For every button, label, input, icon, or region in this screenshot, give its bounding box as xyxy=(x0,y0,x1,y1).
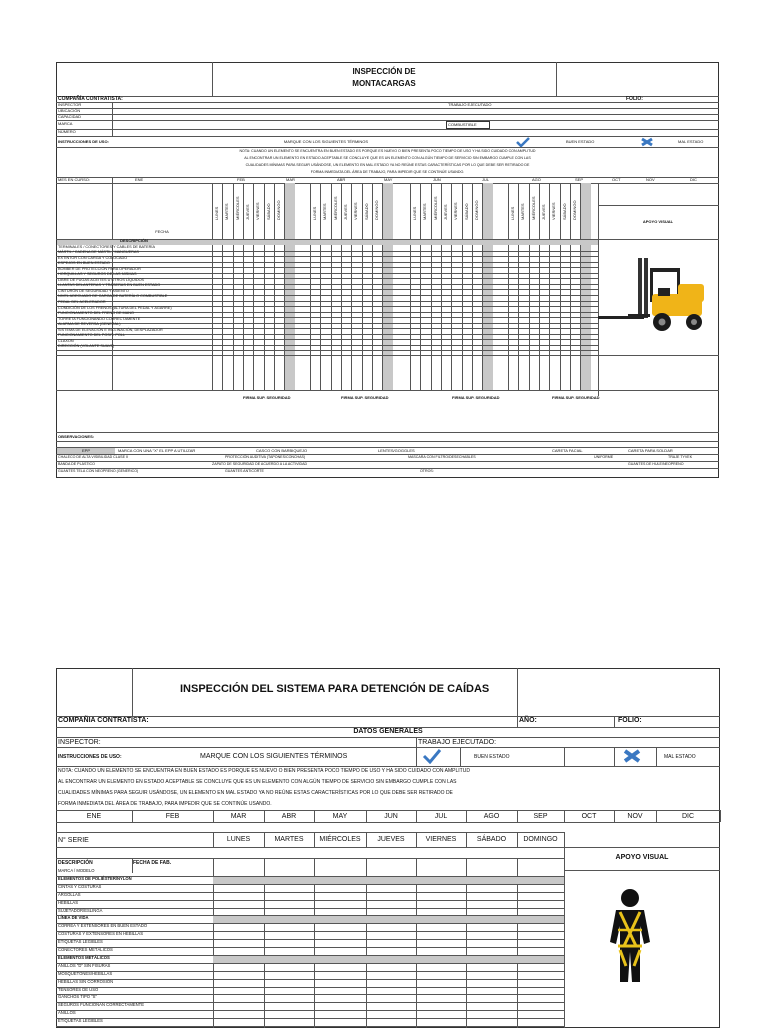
form1-title-line2: MONTACARGAS xyxy=(352,79,416,88)
day-label-2-4: VIERNES xyxy=(453,202,459,220)
block-separator xyxy=(483,183,493,390)
grid-line xyxy=(56,979,564,980)
note-line-4: FORMA INMEDIATA DEL ÁREA DE TRABAJO, PARA IMPEDIR QUE SE CONTINÚE USANDO. xyxy=(310,170,465,174)
firma-sup-3: FIRMA SUP. SEGURIDAD xyxy=(452,395,500,400)
grid-line xyxy=(56,334,598,335)
forklift-image xyxy=(598,254,710,336)
item-row: PEDAL DEL ACELERADOR xyxy=(58,300,106,304)
harness-image xyxy=(590,886,670,986)
day-label-3-5: SÁBADO xyxy=(561,203,567,220)
mark-terms-label: MARQUE CON LOS SIGUIENTES TÉRMINOS xyxy=(283,139,369,144)
grid-line xyxy=(564,847,565,1028)
form1-title-line1: INSPECCIÓN DE xyxy=(352,67,416,76)
grid-line xyxy=(56,1018,564,1019)
form2-month-oct: OCT xyxy=(581,813,597,820)
form2-item-row: CINTAS Y COSTURAS xyxy=(58,883,102,889)
epp-chaleco: CHALECO DE ALTA VISIBILIDAD CLASE II xyxy=(58,455,128,459)
grid-line xyxy=(233,183,234,390)
note-line-3: CUALIDADES MÍNIMAS PARA SEGUIR USÁNDOSE, UN ELEMENTO EN MAL ESTADO YA NO REÚNE ESTAS CARACTERÍSTICAS POR LO QUE DEBE SER RETIRADO DE xyxy=(245,163,530,167)
form2-serie-label: N° SERIE xyxy=(58,837,89,844)
form2-month-jun: JUN xyxy=(384,813,398,820)
day-label-3-1: MARTES xyxy=(520,203,526,220)
inspector-label: INSPECTOR xyxy=(58,102,82,107)
block-separator xyxy=(383,183,393,390)
grid-line xyxy=(212,183,213,390)
block-separator xyxy=(285,183,295,390)
grid-line xyxy=(598,205,719,206)
grid-line xyxy=(56,289,598,290)
checkmark-icon xyxy=(516,137,530,147)
month-oct: OCT xyxy=(612,177,621,182)
form2-item-row: TENSORES DE USO xyxy=(58,986,99,992)
month-abr: ABR xyxy=(337,177,346,182)
item-row: NIVEL ADECUADO DE CARGA DE BATERÍA O COMBUSTIBLE xyxy=(58,294,168,299)
grid-line xyxy=(564,832,565,847)
form2-note-line-1: NOTA: CUANDO UN ELEMENTO SE ENCUENTRA EN BUEN ESTADO ES PORQUE ES NUEVO O BIEN PRESENTA POCO TIEMPO DE USO Y HA SIDO CUIDADO CON AMPLITUD xyxy=(58,768,470,774)
firma-sup-2: FIRMA SUP. SEGURIDAD xyxy=(341,395,389,400)
form2-work-label: TRABAJO EJECUTADO: xyxy=(418,739,497,746)
grid-line xyxy=(243,183,244,390)
form2-bad-state-label: MAL ESTADO xyxy=(664,754,696,760)
form2-instructions-label: INSTRUCCIONES DE USO: xyxy=(58,754,122,760)
instructions-label: INSTRUCCIONES DE USO: xyxy=(58,139,109,144)
form2-month-ago: AGO xyxy=(483,813,500,820)
block-separator xyxy=(581,183,591,390)
day-label-1-0: LUNES xyxy=(312,206,317,220)
form2-month-mar: MAR xyxy=(230,813,247,820)
month-may: MAY xyxy=(384,177,393,182)
item-row: SISTEMA DE ELEVACIÓN E INCLINACIÓN, DESPLAZADOR xyxy=(58,327,163,332)
day-label-1-6: DOMINGO xyxy=(373,200,379,220)
section-fill xyxy=(213,877,564,884)
form2-item-row: SEGUROS FUNCIONAN CORRECTAMENTE xyxy=(58,1002,145,1008)
item-row: BOMBER DE PROTECCIÓN PARA OPERADOR xyxy=(58,266,141,271)
form2-item-row: ANILLOS "D" SIN FISURAS xyxy=(58,962,111,968)
grid-line xyxy=(56,994,564,995)
form2-company-label: COMPAÑIA CONTRATISTA: xyxy=(58,717,149,724)
form2-good-state-label: BUEN ESTADO xyxy=(474,754,510,760)
item-row: FUNCIONAMIENTO DEL POSIT- POLL xyxy=(58,333,126,338)
grid-line xyxy=(508,183,509,390)
form2-item-row: ETIQUETAS LEGIBLES xyxy=(58,939,103,945)
form2-item-row: MARCA / MODELO xyxy=(58,868,95,873)
epp-guantes-anticorte: GUANTES ANTICORTE xyxy=(225,469,264,473)
day-label-2-5: SÁBADO xyxy=(463,203,469,220)
note-line-2: AL ENCONTRAR UN ELEMENTO EN ESTADO ACEPTABLE SE CONCLUYE QUE ES UN ELEMENTO CON ALGÚN TIEMPO DE SERVICIO SIN EMBARGO CUMPLE CON LAS xyxy=(244,156,531,160)
item-row: TERMINALES / CONECTORES Y CABLES DE BATERÍA xyxy=(58,244,155,249)
month-ene: ENE xyxy=(135,177,144,182)
form2-note-line-4: FORMA INMEDIATA DEL ÁREA DE TRABAJO, PARA IMPEDIR QUE SE CONTINÚE USANDO. xyxy=(58,801,272,807)
location-label: UBICACIÓN xyxy=(58,108,81,113)
epp-lentes: LENTES/GOGGLES xyxy=(378,448,415,453)
form2-item-row: MOSQUETONES/HEBILLAS xyxy=(58,970,113,976)
grid-line xyxy=(598,239,719,240)
item-row: CLAXON xyxy=(58,338,74,343)
section-fill xyxy=(213,956,564,963)
form2-day-3: JUEVES xyxy=(377,836,405,843)
epp-casco: CASCO CON BARBIQUEJO xyxy=(256,448,308,453)
item-row: CONDICIÓN DE LOS FRENOS (ALTURA DEL PEDAL Y AGARRE) xyxy=(58,305,172,310)
form2-item-row: HEBILLAS xyxy=(58,899,79,905)
day-label-3-3: JUEVES xyxy=(540,204,546,220)
grid-line xyxy=(431,183,432,390)
form2-month-nov: NOV xyxy=(627,813,643,820)
form2-day-5: SÁBADO xyxy=(476,836,507,843)
day-label-2-0: LUNES xyxy=(412,206,417,220)
number-label: NÚMERO xyxy=(58,129,76,134)
grid-line xyxy=(462,183,463,390)
grid-line xyxy=(56,323,598,324)
day-label-2-6: DOMINGO xyxy=(473,200,479,220)
form2-day-1: MARTES xyxy=(274,836,304,843)
grid-line xyxy=(56,312,598,313)
note-line-1: NOTA: CUANDO UN ELEMENTO SE ENCUENTRA EN BUEN ESTADO ES PORQUE ES NUEVO O BIEN PRESENTA POCO TIEMPO DE USO Y HA SIDO CUIDADO CON AMPLITUD xyxy=(239,149,536,153)
day-label-1-2: MIÉRCOLES xyxy=(332,196,338,220)
form2-month-feb: FEB xyxy=(165,813,180,820)
grid-line xyxy=(331,183,332,390)
day-label-0-1: MARTES xyxy=(224,203,230,220)
form2-item-row: COSTURAS Y EXTENSORES EN HEBILLAS xyxy=(58,931,144,937)
day-label-0-5: SÁBADO xyxy=(265,203,271,220)
item-row: LIBRE DE FUGAS ACEITES U OTROS LÍQUIDOS xyxy=(58,277,145,282)
month-label: MES EN CURSO: xyxy=(58,177,91,182)
form2-item-row: ELEMENTOS METÁLICOS xyxy=(58,954,110,960)
epp-proteccion-auditiva: PROTECCIÓN AUDITIVA (TAPONES/CONCHAS) xyxy=(225,455,306,459)
form2-cross-icon xyxy=(622,748,642,764)
form2-item-row: CONECTORES METÁLICOS xyxy=(58,947,113,952)
epp-otros: OTROS: xyxy=(420,469,434,473)
month-jun: JUN xyxy=(433,177,441,182)
day-label-1-1: MARTES xyxy=(322,203,328,220)
form2-apoyo-visual-label: APOYO VISUAL xyxy=(615,854,669,861)
item-row: EXTINTOR CON CARGA Y COLOCADO xyxy=(58,255,128,260)
month-ago: AGO xyxy=(532,177,541,182)
grid-line xyxy=(56,987,564,988)
apoyo-visual-label: APOYO VISUAL xyxy=(642,219,674,224)
grid-line xyxy=(56,939,564,940)
form2-description-label: DESCRIPCIÓN xyxy=(58,860,93,866)
epp-label: EPP xyxy=(81,448,90,453)
month-jul: JUL xyxy=(482,177,490,182)
item-row: ALARMA DE REVERSA (GENERAL) xyxy=(58,322,121,327)
capacity-label: CAPACIDAD xyxy=(58,114,82,119)
form2-month-ene: ENE xyxy=(86,813,102,820)
grid-line xyxy=(56,256,598,257)
form2-item-row: HEBILLAS SIN CORROSIÓN xyxy=(58,978,114,984)
month-mar: MAR xyxy=(286,177,295,182)
form2-month-sep: SEP xyxy=(533,813,548,820)
form2-year-label: AÑO: xyxy=(519,717,537,724)
item-row: DIRECCIÓN (VOLANTE SUAVE) xyxy=(58,344,115,349)
day-label-0-4: VIERNES xyxy=(255,202,261,220)
form2-mark-terms-label: MARQUE CON LOS SIGUIENTES TÉRMINOS xyxy=(200,753,348,760)
grid-line xyxy=(560,183,561,390)
form2-month-jul: JUL xyxy=(434,813,448,820)
grid-line xyxy=(56,390,719,391)
grid-line xyxy=(56,971,564,972)
month-feb: FEB xyxy=(237,177,245,182)
item-row: TORRETA FUNCIONANDO CORRECTAMENTE xyxy=(58,316,141,321)
grid-line xyxy=(372,183,373,390)
grid-line xyxy=(570,183,571,390)
observations-label: OBSERVACIONES: xyxy=(58,434,95,439)
form2-item-row: ANILLOS xyxy=(58,1010,76,1016)
good-state-label: BUEN ESTADO xyxy=(566,139,595,144)
item-row: HORQUILLAS Y SEGUROS DE LAS MISMAS xyxy=(58,272,137,277)
epp-guantes-hule: GUANTES DE HULE/NEOPRENO xyxy=(628,462,684,466)
epp-mascara: MASCARA CON FILTRO/DESECHABLES xyxy=(408,455,476,459)
day-label-3-0: LUNES xyxy=(510,206,515,220)
form2-note-line-3: CUALIDADES MÍNIMAS PARA SEGUIR USÁNDOSE, UN ELEMENTO EN MAL ESTADO YA NO REÚNE ESTAS CARACTERÍSTICAS POR LO QUE DEBE SER RETIRADO DE xyxy=(58,790,453,796)
grid-line xyxy=(56,301,598,302)
section-fill xyxy=(213,916,564,923)
item-row: LLANTAS DELANTERAS Y TRASERAS EN BUEN ESTADO xyxy=(58,283,161,288)
fecha-label: FECHA xyxy=(155,229,169,234)
grid-line xyxy=(56,832,564,833)
day-label-1-5: SÁBADO xyxy=(363,203,369,220)
brand-label: MARCA xyxy=(58,121,73,126)
form2-month-abr: ABR xyxy=(281,813,297,820)
item-row: MÁSTIL / CADENA DE MÁSTIL / MANGUERAS xyxy=(58,250,139,255)
grid-line xyxy=(213,832,214,847)
form2-day-2: MIÉRCOLES xyxy=(319,836,361,843)
form2-item-row: ARGOLLAS xyxy=(58,891,81,897)
grid-line xyxy=(56,1010,564,1011)
grid-line xyxy=(472,183,473,390)
description-label: DESCRIPCIÓN xyxy=(120,238,148,243)
form2-general-label: DATOS GENERALES xyxy=(353,728,423,735)
grid-line xyxy=(56,1026,564,1027)
fuel-label: COMBUSTIBLE xyxy=(448,122,477,127)
form2-day-4: VIERNES xyxy=(425,836,457,843)
bad-state-label: MAL ESTADO xyxy=(678,139,704,144)
firma-sup-1: FIRMA SUP. SEGURIDAD xyxy=(243,395,291,400)
grid-line xyxy=(56,900,564,901)
day-label-1-4: VIERNES xyxy=(353,202,359,220)
form2-title: INSPECCIÓN DEL SISTEMA PARA DETENCIÓN DE CAÍDAS xyxy=(180,683,490,695)
grid-line xyxy=(341,183,342,390)
grid-line xyxy=(441,183,442,390)
item-row: ESPEJOS EN BUEN ESTADO xyxy=(58,261,110,266)
day-label-0-6: DOMINGO xyxy=(275,200,281,220)
form2-note-line-2: AL ENCONTRAR UN ELEMENTO EN ESTADO ACEPTABLE SE CONCLUYE QUE ES UN ELEMENTO CON ALGÚN TIEMPO DE SERVICIO SIN EMBARGO CUMPLE CON LAS xyxy=(58,779,457,785)
form2-inspector-label: INSPECTOR: xyxy=(58,739,101,746)
form2-day-0: LUNES xyxy=(226,836,251,843)
epp-mark-label: MARCA CON UNA "X" EL EPP A UTILIZAR xyxy=(118,448,196,453)
day-label-0-0: LUNES xyxy=(214,206,219,220)
grid-line xyxy=(56,908,564,909)
epp-zapato: ZAPATO DE SEGURIDAD DE ACUERDO A LA ACTIVIDAD xyxy=(212,462,308,466)
grid-line xyxy=(410,183,411,390)
day-label-1-3: JUEVES xyxy=(342,204,348,220)
grid-line xyxy=(56,858,564,859)
day-label-0-2: MIÉRCOLES xyxy=(234,196,240,220)
epp-uniforme: UNIFORME xyxy=(594,455,614,459)
epp-guantes-tela: GUANTES TELA CON NEOPRENO (GENERICO) xyxy=(58,469,139,473)
grid-line xyxy=(56,947,564,948)
form2-item-row: SUJETADOR/ESLINGA xyxy=(58,907,103,913)
form2-item-row: ETIQUETAS LEGIBLES xyxy=(58,1018,103,1024)
epp-traje-tyvek: TRAJE TYVEK xyxy=(668,455,693,459)
day-label-3-4: VIERNES xyxy=(551,202,557,220)
work-label: TRABAJO EJECUTADO xyxy=(448,102,492,107)
grid-line xyxy=(539,183,540,390)
grid-line xyxy=(56,262,598,263)
grid-line xyxy=(56,345,598,346)
month-dic: DIC xyxy=(690,177,697,182)
firma-sup-4: FIRMA SUP. SEGURIDAD xyxy=(552,395,600,400)
grid-line xyxy=(264,183,265,390)
form2-month-dic: DIC xyxy=(681,813,695,820)
grid-line xyxy=(56,963,564,964)
cross-icon xyxy=(640,137,654,147)
grid-line xyxy=(310,183,311,390)
form2-item-row: GANCHOS TIPO "S" xyxy=(58,994,97,1000)
grid-line xyxy=(56,355,719,356)
day-label-3-2: MIÉRCOLES xyxy=(530,196,536,220)
month-sep: SEP xyxy=(575,177,584,182)
grid-line xyxy=(362,183,363,390)
day-label-2-1: MARTES xyxy=(422,203,428,220)
day-label-3-6: DOMINGO xyxy=(571,200,577,220)
form2-checkmark-icon xyxy=(422,748,442,764)
epp-banda: BANDA DE PLÁSTICO xyxy=(58,462,95,466)
item-row: FUNCIONAMIENTO DEL FRENO DE MANO xyxy=(58,311,134,316)
grid-line xyxy=(720,810,721,822)
form2-item-row: ELEMENTOS DE POLIÉSTER/NYLON xyxy=(58,875,132,881)
form2-day-6: DOMINGO xyxy=(523,836,558,843)
month-nov: NOV xyxy=(646,177,655,182)
grid-line xyxy=(56,339,598,340)
company-label: COMPAÑÍA CONTRATISTA: xyxy=(58,96,123,102)
day-label-2-2: MIÉRCOLES xyxy=(432,196,438,220)
day-label-0-3: JUEVES xyxy=(244,204,250,220)
form2-item-row: CORREA Y EXTENSORES EN BUEN ESTADO xyxy=(58,923,148,929)
item-row: CINTURÓN DE SEGURIDAD Y ASIENTO xyxy=(58,288,129,293)
grid-line xyxy=(56,273,598,274)
epp-careta-soldar: CARETA PARA SOLDAR xyxy=(628,448,673,453)
form2-folio-label: FOLIO: xyxy=(618,717,642,724)
epp-careta-facial: CARETA FACIAL xyxy=(552,448,583,453)
folio-label: FOLIO: xyxy=(626,96,643,102)
grid-line xyxy=(529,183,530,390)
grid-line xyxy=(56,350,598,351)
grid-line xyxy=(132,858,133,873)
day-label-2-3: JUEVES xyxy=(442,204,448,220)
grid-line xyxy=(56,892,564,893)
grid-line xyxy=(56,884,564,885)
form2-month-may: MAY xyxy=(332,813,348,820)
form2-fab-label: FECHA DE FAB. xyxy=(133,860,172,866)
grid-line xyxy=(274,183,275,390)
form2-item-row: LÍNEA DE VIDA xyxy=(58,915,89,921)
